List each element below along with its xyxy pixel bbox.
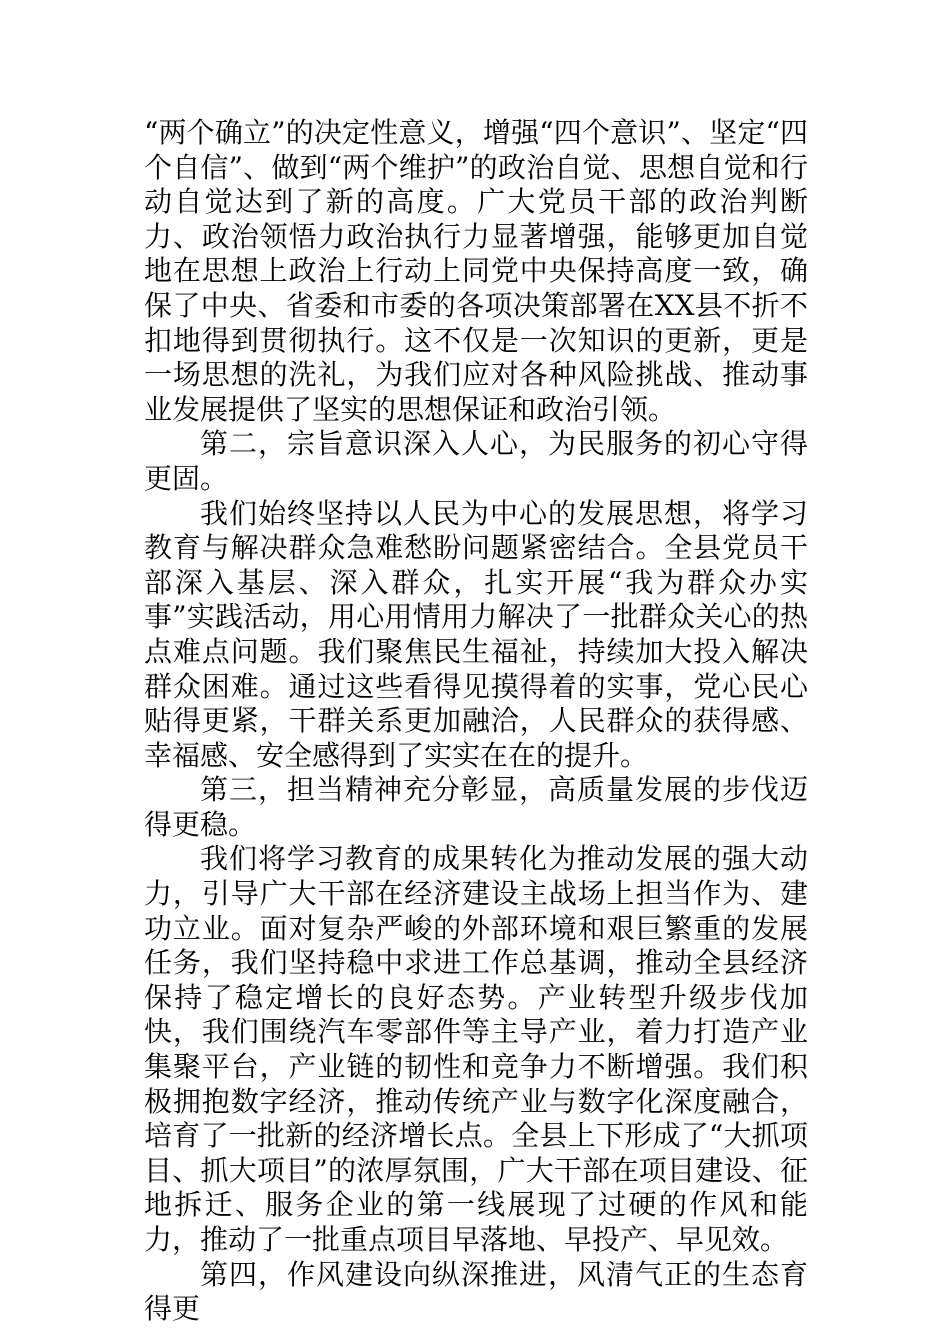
body-text — [144, 116, 808, 1327]
heading-second-point: 第二，宗旨意识深入人心，为民服务的初心守得更固。 — [144, 427, 808, 495]
paragraph-people-centered: 我们始终坚持以人民为中心的发展思想，将学习教育与解决群众急难愁盼问题紧密结合。全县党员干部深入基层、深入群众，扎实开展“我为群众办实事”实践活动，用心用情用力解决了一批群众关心的热点难点问题。我们聚焦民生福祉，持续加大投入解决群众困难。通过这些看得见摸得着的实事，党心民心贴得更紧，干群关系更加融洽，人民群众的获得感、幸福感、安全感得到了实实在在的提升。 — [144, 496, 808, 772]
heading-third-point: 第三，担当精神充分彰显，高质量发展的步伐迈得更稳。 — [144, 773, 808, 841]
paragraph-political-awareness: “两个确立”的决定性意义，增强“四个意识”、坚定“四个自信”、做到“两个维护”的政治自觉、思想自觉和行动自觉达到了新的高度。广大党员干部的政治判断力、政治领悟力政治执行力显著增强，能够更加自觉地在思想上政治上行动上同党中央保持高度一致，确保了中央、省委和市委的各项决策部署在XX县不折不扣地得到贯彻执行。这不仅是一次知识的更新，更是一场思想的洗礼，为我们应对各种风险挑战、推动事业发展提供了坚实的思想保证和政治引领。 — [144, 116, 808, 426]
paragraph-high-quality-development: 我们将学习教育的成果转化为推动发展的强大动力，引导广大干部在经济建设主战场上担当作为、建功立业。面对复杂严峻的外部环境和艰巨繁重的发展任务，我们坚持稳中求进工作总基调，推动全县经济保持了稳定增长的良好态势。产业转型升级步伐加快，我们围绕汽车零部件等主导产业，着力打造产业集聚平台，产业链的韧性和竞争力不断增强。我们积极拥抱数字经济，推动传统产业与数字化深度融合，培育了一批新的经济增长点。全县上下形成了“大抓项目、抓大项目”的浓厚氛围，广大干部在项目建设、征地拆迁、服务企业的第一线展现了过硬的作风和能力，推动了一批重点项目早落地、早投产、早见效。 — [144, 842, 808, 1256]
heading-fourth-point: 第四，作风建设向纵深推进，风清气正的生态育得更 — [144, 1257, 808, 1326]
